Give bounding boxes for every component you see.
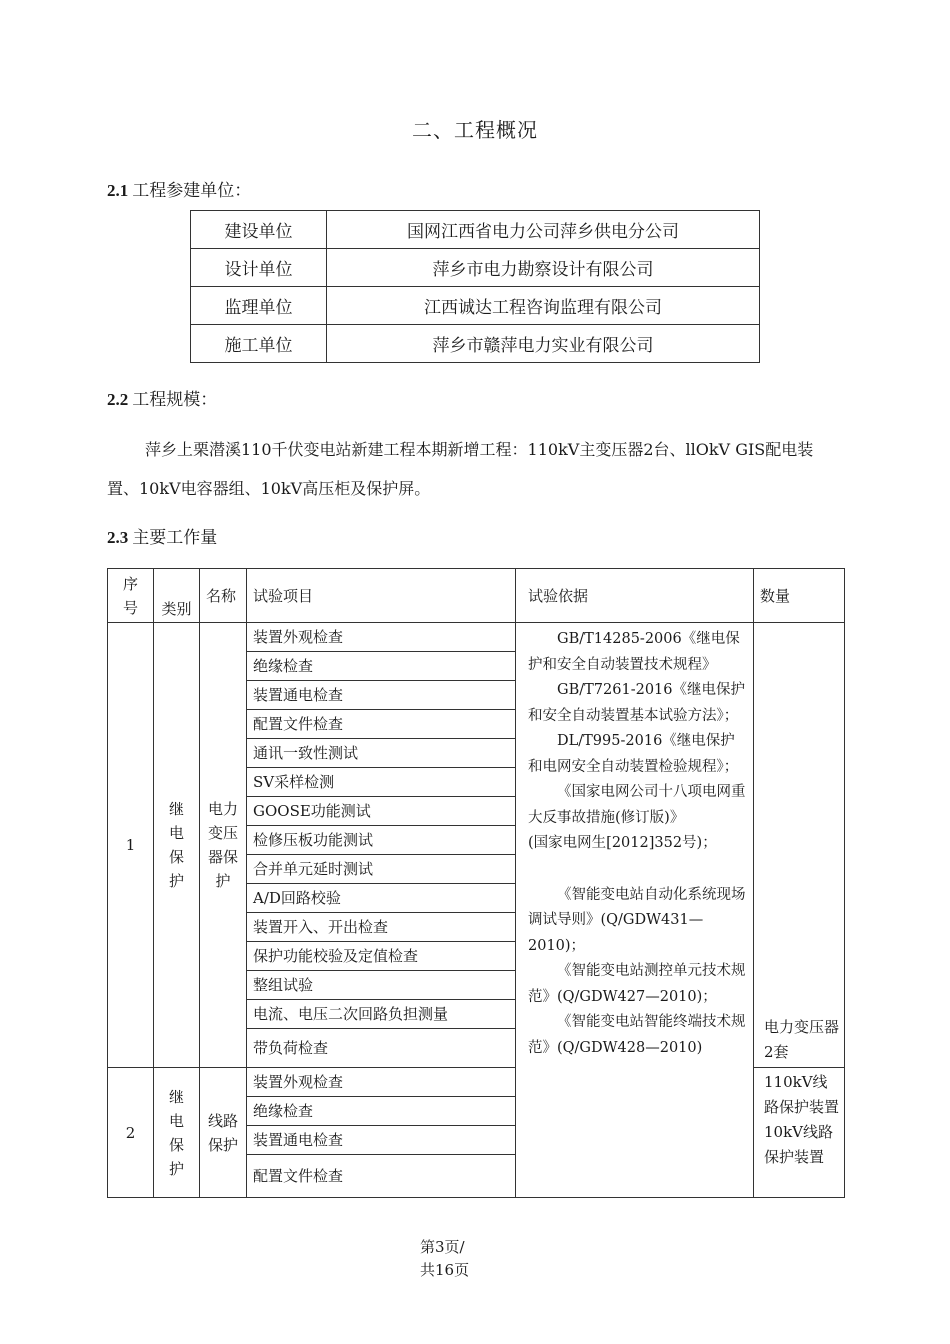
basis-entry: (国家电网生[2012]352号)； xyxy=(528,835,717,851)
test-item: 配置文件检查 xyxy=(247,710,516,739)
section-title: 主要工作量 xyxy=(132,528,218,548)
test-item: 电流、电压二次回路负担测量 xyxy=(247,1000,516,1029)
row-name: 线路保护 xyxy=(200,1068,247,1198)
section-heading-workload xyxy=(107,523,217,548)
test-item: 装置外观检查 xyxy=(247,1068,516,1097)
header-no: 序号 xyxy=(108,569,154,623)
test-item: 绝缘检查 xyxy=(247,652,516,681)
basis-entry: 《智能变电站自动化系统现场调试导则》(Q/GDW431—2010)； xyxy=(528,886,746,954)
row-no: 2 xyxy=(108,1068,154,1198)
unit-role: 建设单位 xyxy=(191,211,327,249)
table-row xyxy=(108,623,845,652)
unit-name: 江西诚达工程咨询监理有限公司 xyxy=(327,287,760,325)
test-item: GOOSE功能测试 xyxy=(247,797,516,826)
unit-name: 国网江西省电力公司萍乡供电分公司 xyxy=(327,211,760,249)
quantity-line: 110kV线路保护装置 xyxy=(764,1073,840,1116)
scale-paragraph xyxy=(107,430,842,508)
unit-role: 施工单位 xyxy=(191,325,327,363)
test-item: 带负荷检查 xyxy=(247,1029,516,1068)
section-number: 2.2 xyxy=(107,390,129,409)
table-row xyxy=(191,325,760,363)
table-row xyxy=(191,211,760,249)
test-item: 保护功能校验及定值检查 xyxy=(247,942,516,971)
header-quantity: 数量 xyxy=(754,569,845,623)
page-number: 第3页/共16页 xyxy=(420,1238,470,1279)
header-name: 名称 xyxy=(200,569,247,623)
unit-role: 监理单位 xyxy=(191,287,327,325)
row-no: 1 xyxy=(108,623,154,1068)
unit-role: 设计单位 xyxy=(191,249,327,287)
row-category: 继电保护 xyxy=(154,623,200,1068)
basis-entry: 《智能变电站测控单元技术规范》(Q/GDW427—2010)； xyxy=(528,963,746,1005)
section-heading-scale xyxy=(107,385,217,410)
basis-entry: DL/T995-2016《继电保护和电网安全自动装置检验规程》； xyxy=(528,733,739,775)
workload-table xyxy=(107,568,845,1198)
header-category: 类别 xyxy=(154,569,200,623)
test-item: 装置开入、开出检查 xyxy=(247,913,516,942)
header-item: 试验项目 xyxy=(247,569,516,623)
test-item: 配置文件检查 xyxy=(247,1155,516,1198)
row-name: 电力变压器保护 xyxy=(200,623,247,1068)
section-title: 工程规模： xyxy=(132,390,218,410)
section-number: 2.3 xyxy=(107,528,129,547)
header-basis: 试验依据 xyxy=(516,569,754,623)
row-quantity: 电力变压器2套 xyxy=(754,623,845,1068)
test-item: 装置外观检查 xyxy=(247,623,516,652)
unit-name: 萍乡市电力勘察设计有限公司 xyxy=(327,249,760,287)
basis-entry: GB/T14285-2006《继电保护和安全自动装置技术规程》 xyxy=(528,631,740,673)
table-header-row xyxy=(108,569,845,623)
basis-entry: 《国家电网公司十八项电网重大反事故措施(修订版)》 xyxy=(528,784,746,826)
test-item: 绝缘检查 xyxy=(247,1097,516,1126)
scale-text: 萍乡上栗潜溪110千伏变电站新建工程本期新增工程：110kV主变压器2台、llOkV GIS配电装置、10kV电容器组、10kV高压柜及保护屏。 xyxy=(107,440,814,498)
test-item: 合并单元延时测试 xyxy=(247,855,516,884)
table-row xyxy=(191,249,760,287)
section-title: 工程参建单位： xyxy=(132,181,252,201)
row-category: 继电保护 xyxy=(154,1068,200,1198)
test-item: SV采样检测 xyxy=(247,768,516,797)
basis-entry: 《智能变电站智能终端技术规范》(Q/GDW428—2010) xyxy=(528,1014,746,1056)
test-item: 检修压板功能测试 xyxy=(247,826,516,855)
row-quantity xyxy=(754,1068,845,1198)
test-item: 通讯一致性测试 xyxy=(247,739,516,768)
test-item: 整组试验 xyxy=(247,971,516,1000)
units-table xyxy=(190,210,760,363)
unit-name: 萍乡市赣萍电力实业有限公司 xyxy=(327,325,760,363)
test-item: 装置通电检查 xyxy=(247,681,516,710)
section-heading-units xyxy=(107,176,251,201)
test-item: 装置通电检查 xyxy=(247,1126,516,1155)
test-item: A/D回路校验 xyxy=(247,884,516,913)
quantity-line: 10kV线路保护装置 xyxy=(764,1123,834,1166)
test-basis-cell xyxy=(516,623,754,1198)
page-title: 二、工程概况 xyxy=(412,118,538,142)
table-row xyxy=(191,287,760,325)
section-number: 2.1 xyxy=(107,181,129,200)
basis-entry: GB/T7261-2016《继电保护和安全自动装置基本试验方法》； xyxy=(528,682,745,724)
